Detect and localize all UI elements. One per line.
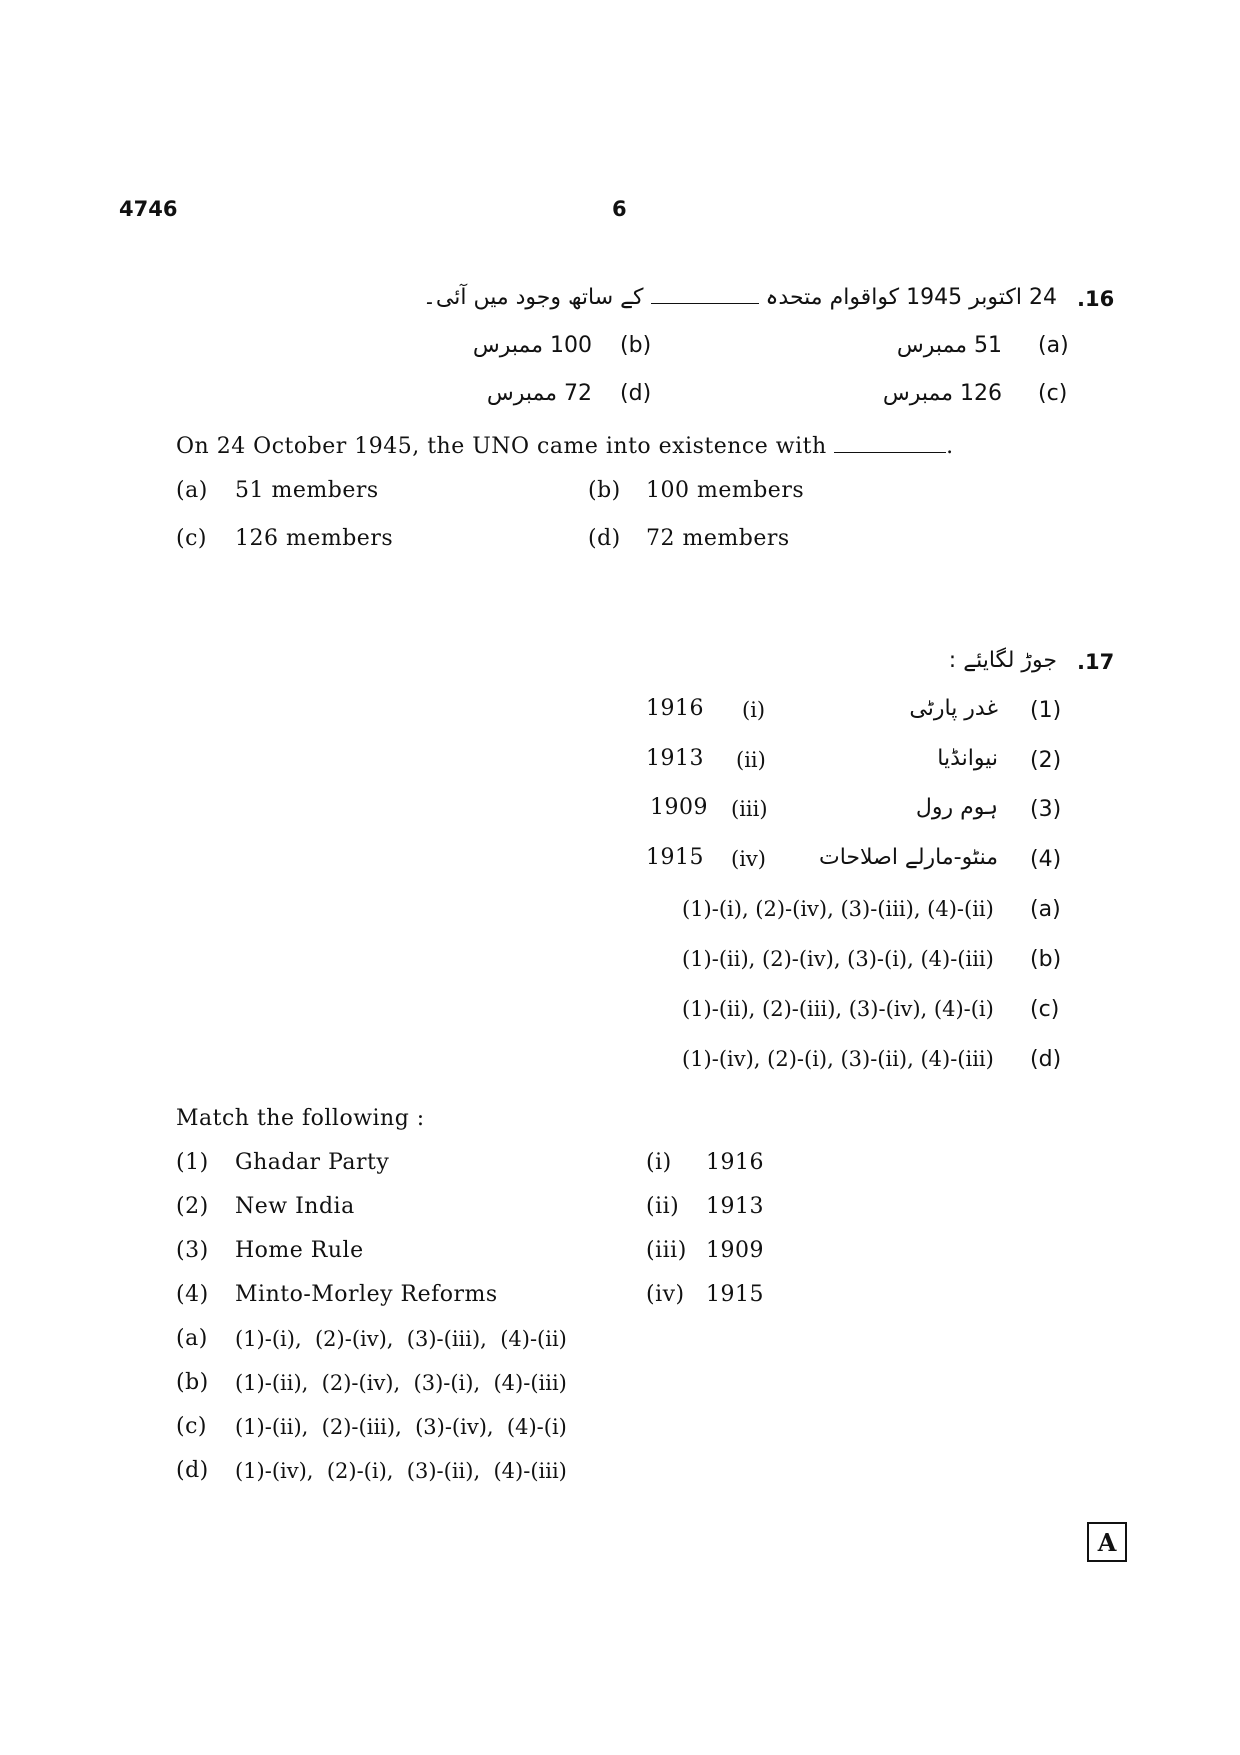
q17-item-4-roman: (iv): [646, 1282, 685, 1307]
q16-urdu-option-c-text: 126 ممبرس: [882, 381, 1002, 406]
q17-option-a-letter: (a): [176, 1326, 208, 1351]
q17-urdu-item-3-year: 1909: [650, 795, 708, 820]
q17-option-b-letter: (b): [176, 1370, 209, 1395]
q17-item-2-num: (2): [176, 1194, 209, 1219]
q17-urdu-item-3-roman: (iii): [731, 797, 768, 821]
q17-urdu-item-1-text: غدر پارٹی: [909, 696, 998, 721]
q17-urdu-item-4-year: 1915: [646, 845, 704, 870]
q17-urdu-option-c-text: (1)-(ii), (2)-(iii), (3)-(iv), (4)-(i): [682, 997, 994, 1021]
q17-item-3-year: 1909: [706, 1238, 764, 1263]
q17-item-4-text: Minto-Morley Reforms: [235, 1282, 498, 1307]
q17-urdu-option-b-text: (1)-(ii), (2)-(iv), (3)-(i), (4)-(iii): [682, 947, 994, 971]
q17-urdu-item-2-year: 1913: [646, 746, 704, 771]
q16-option-c-letter: (c): [176, 526, 207, 551]
q16-urdu-question-part2: کے ساتھ وجود میں آئی۔: [423, 285, 644, 310]
q17-urdu-item-2-roman: (ii): [736, 748, 766, 772]
q17-item-1-text: Ghadar Party: [235, 1150, 390, 1175]
paper-code: 4746: [119, 197, 178, 221]
q17-english-prompt: Match the following :: [176, 1106, 425, 1131]
q16-urdu-option-d-letter: (d): [620, 381, 652, 406]
q17-urdu-item-4-roman: (iv): [731, 847, 766, 871]
q16-english-blank: [834, 452, 946, 453]
q17-urdu-item-2-text: نیوانڈیا: [937, 746, 998, 771]
q17-urdu-item-4-text: منٹو-مارلے اصلاحات: [819, 845, 998, 870]
q17-option-c-letter: (c): [176, 1414, 207, 1439]
q16-urdu-option-a-letter: (a): [1038, 333, 1069, 358]
q17-urdu-option-d-text: (1)-(iv), (2)-(i), (3)-(ii), (4)-(iii): [682, 1047, 994, 1071]
q17-item-2-year: 1913: [706, 1194, 764, 1219]
q17-option-c-text: (1)-(ii), (2)-(iii), (3)-(iv), (4)-(i): [235, 1415, 567, 1439]
q17-item-1-num: (1): [176, 1150, 209, 1175]
q17-urdu-item-3-text: ہوم رول: [915, 795, 998, 820]
q17-item-3-num: (3): [176, 1238, 209, 1263]
q17-urdu-item-2-num: (2): [1030, 748, 1062, 773]
q16-option-a-text: 51 members: [235, 478, 379, 503]
q17-item-2-text: New India: [235, 1194, 355, 1219]
q17-item-4-year: 1915: [706, 1282, 764, 1307]
q17-item-1-year: 1916: [706, 1150, 764, 1175]
q16-urdu-option-c-letter: (c): [1038, 381, 1068, 406]
q16-urdu-option-b-text: 100 ممبرس: [472, 333, 592, 358]
booklet-series-letter: A: [1097, 1527, 1117, 1557]
q17-urdu-prompt: جوڑ لگایئے :: [948, 648, 1057, 673]
q17-urdu-option-b-letter: (b): [1030, 947, 1062, 972]
q17-urdu-item-1-year: 1916: [646, 696, 704, 721]
q16-english-question: On 24 October 1945, the UNO came into existence with .: [176, 434, 954, 459]
q16-urdu-question-part1: 24 اکتوبر 1945 کواقوام متحدہ: [765, 285, 1057, 310]
q17-option-d-text: (1)-(iv), (2)-(i), (3)-(ii), (4)-(iii): [235, 1459, 567, 1483]
q16-number-urdu: .16: [1077, 287, 1115, 311]
q17-item-2-roman: (ii): [646, 1194, 680, 1219]
q16-urdu-blank: [651, 303, 759, 304]
q17-urdu-option-a-text: (1)-(i), (2)-(iv), (3)-(iii), (4)-(ii): [682, 897, 994, 921]
q17-urdu-item-4-num: (4): [1030, 847, 1062, 872]
q17-urdu-item-1-num: (1): [1030, 698, 1062, 723]
q17-option-d-letter: (d): [176, 1458, 209, 1483]
q17-item-1-roman: (i): [646, 1150, 672, 1175]
q17-number-urdu: .17: [1077, 650, 1115, 674]
q17-urdu-item-1-roman: (i): [742, 698, 766, 722]
q16-urdu-option-a-text: 51 ممبرس: [896, 333, 1002, 358]
q17-urdu-option-c-letter: (c): [1030, 997, 1060, 1022]
q17-item-3-text: Home Rule: [235, 1238, 364, 1263]
q17-item-3-roman: (iii): [646, 1238, 687, 1263]
q16-urdu-option-d-text: 72 ممبرس: [486, 381, 592, 406]
q16-option-d-text: 72 members: [646, 526, 790, 551]
q17-option-a-text: (1)-(i), (2)-(iv), (3)-(iii), (4)-(ii): [235, 1327, 567, 1351]
q16-option-d-letter: (d): [588, 526, 621, 551]
q16-option-c-text: 126 members: [235, 526, 394, 551]
q17-urdu-option-a-letter: (a): [1030, 897, 1061, 922]
q17-item-4-num: (4): [176, 1282, 209, 1307]
q16-option-a-letter: (a): [176, 478, 208, 503]
q17-urdu-item-3-num: (3): [1030, 797, 1062, 822]
q16-urdu-option-b-letter: (b): [620, 333, 652, 358]
page-number: 6: [612, 197, 627, 221]
booklet-series-box: [1087, 1522, 1127, 1562]
q17-option-b-text: (1)-(ii), (2)-(iv), (3)-(i), (4)-(iii): [235, 1371, 567, 1395]
q17-urdu-option-d-letter: (d): [1030, 1047, 1062, 1072]
q16-urdu-question: [423, 285, 1057, 310]
q16-english-question-text: On 24 October 1945, the UNO came into existence with: [176, 434, 827, 459]
q16-option-b-letter: (b): [588, 478, 621, 503]
q16-option-b-text: 100 members: [646, 478, 805, 503]
